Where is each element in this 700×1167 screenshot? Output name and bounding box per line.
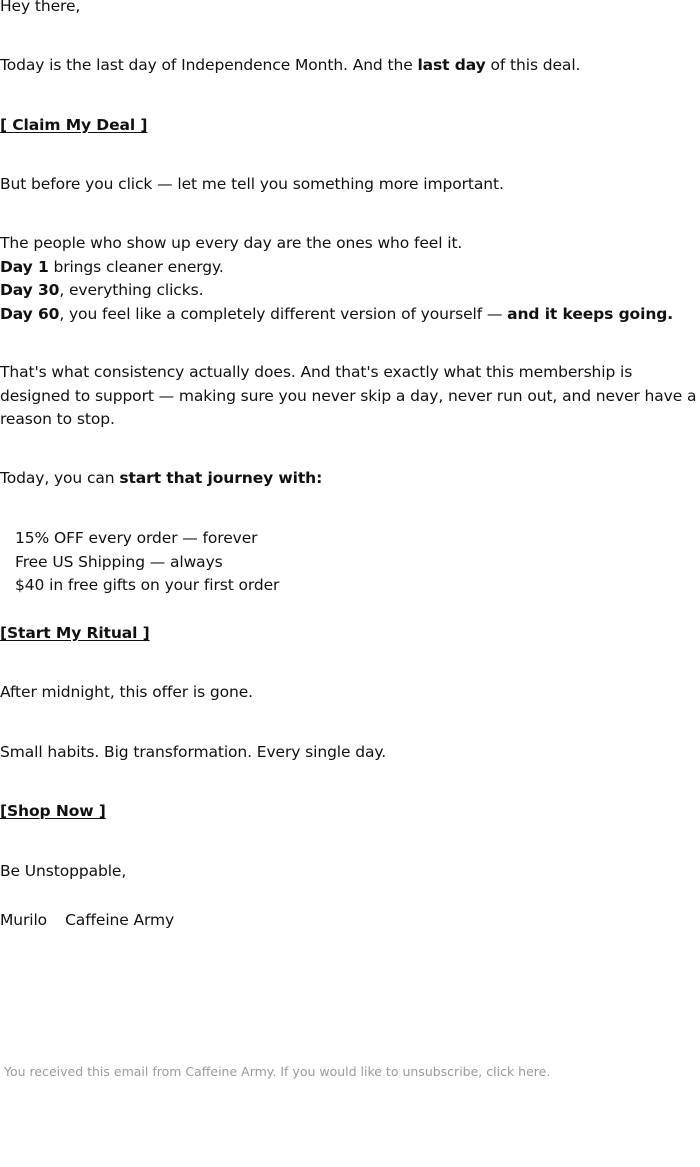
start-journey-emphasis: start that journey with: (119, 469, 323, 487)
intro-text-end: of this deal. (485, 56, 581, 74)
footer-text: You received this email from Caffeine Army. If you would like to unsubscribe, (4, 1064, 487, 1079)
day30-text: , everything clicks. (59, 281, 204, 299)
day60-text: , you feel like a completely different version of yourself — (59, 304, 508, 323)
signoff: Be Unstoppable, (0, 862, 127, 880)
shop-now-link[interactable]: [Shop Now ] (0, 802, 106, 820)
journey-line-intro: The people who show up every day are the ones who feel it. (0, 234, 463, 252)
before-click-paragraph: But before you click — let me tell you something more important. (0, 175, 504, 193)
day30-label: Day 30 (0, 281, 60, 299)
start-journey-text: Today, you can (0, 469, 120, 487)
day60-emphasis: and it keeps going. (507, 304, 674, 323)
claim-deal-link[interactable]: [ Claim My Deal ] (0, 116, 148, 134)
intro-emphasis: last day (417, 56, 486, 74)
intro-text: Today is the last day of Independence Month. And the (0, 56, 418, 74)
shop-now-link-row (0, 800, 700, 824)
journey-line-day60 (0, 303, 700, 327)
start-journey-paragraph (0, 467, 700, 491)
signature-name: Murilo (0, 911, 48, 929)
day60-label: Day 60 (0, 304, 60, 323)
greeting: Hey there, (0, 0, 81, 15)
consistency-paragraph: That's what consistency actually does. And that's exactly what this membership is designed to support — making sure you never skip a day, never run out, and never have a reason to stop. (0, 363, 697, 428)
signature (0, 909, 700, 933)
claim-deal-link-row (0, 114, 700, 138)
email-footer (4, 1062, 550, 1082)
benefits-list (15, 527, 279, 598)
list-item: $40 in free gifts on your first order (15, 576, 280, 594)
day1-label: Day 1 (0, 257, 49, 276)
intro-paragraph (0, 54, 700, 78)
day1-text: brings cleaner energy. (48, 257, 224, 276)
midnight-paragraph: After midnight, this offer is gone. (0, 683, 253, 701)
start-ritual-link[interactable]: [Start My Ritual ] (0, 624, 150, 642)
unsubscribe-link[interactable]: click here. (486, 1064, 551, 1079)
start-ritual-link-row (0, 622, 700, 646)
journey-line-day30 (0, 279, 700, 303)
journey-paragraph (0, 232, 700, 326)
list-item: 15% OFF every order — forever (15, 529, 258, 547)
signature-company: Caffeine Army (65, 911, 175, 929)
list-item: Free US Shipping — always (15, 552, 223, 571)
tagline-paragraph: Small habits. Big transformation. Every single day. (0, 743, 387, 761)
journey-line-day1 (0, 256, 700, 280)
